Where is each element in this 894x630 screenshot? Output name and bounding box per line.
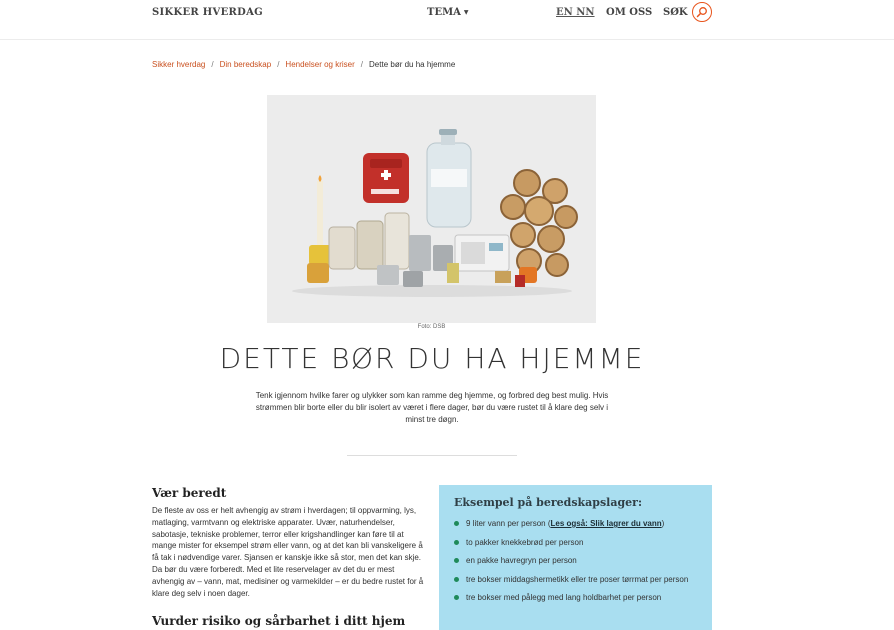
section-divider (347, 455, 517, 456)
tema-menu[interactable] (427, 7, 469, 18)
breadcrumb-link-sikker-hverdag[interactable]: Sikker hverdag (152, 60, 206, 69)
photo-credit: Foto: DSB (417, 324, 446, 330)
bullet-icon (454, 595, 459, 600)
list-item (454, 574, 704, 586)
language-switch[interactable]: EN NN (556, 7, 595, 18)
bullet-icon (454, 521, 459, 526)
breadcrumb (152, 60, 455, 69)
list-item-text: 9 liter vann per person ( (466, 519, 551, 528)
bullet-icon (454, 558, 459, 563)
site-logo[interactable]: SIKKER HVERDAG (152, 7, 264, 18)
bullet-icon (454, 577, 459, 582)
box-title: Eksempel på beredskapslager: (454, 496, 643, 509)
hero-image (267, 95, 596, 323)
breadcrumb-separator: / (211, 60, 214, 69)
emergency-supplies-illustration (267, 95, 596, 323)
list-item-text: tre bokser med pålegg med lang holdbarhet per person (466, 593, 662, 602)
tema-label: TEMA (427, 7, 461, 18)
list-item-text: en pakke havregryn per person (466, 556, 577, 565)
list-item (454, 555, 704, 567)
about-link[interactable]: OM OSS (606, 7, 653, 18)
breadcrumb-current: Dette bør du ha hjemme (369, 60, 456, 69)
list-item (454, 537, 704, 549)
bullet-icon (454, 540, 459, 545)
supplies-list (454, 518, 704, 604)
breadcrumb-link-din-beredskap[interactable]: Din beredskap (219, 60, 272, 69)
list-item (454, 518, 704, 530)
lead-paragraph: Tenk igjennom hvilke farer og ulykker som kan ramme deg hjemme, og forbred deg best mulig. Hvis strømmen blir borte eller du blir isolert av været i flere dager, bør du være rustet til å klare deg selv i minst tre døgn. (255, 391, 609, 424)
list-item-text: tre bokser middagshermetikk eller tre poser tørrmat per person (466, 574, 689, 584)
body-paragraph: De fleste av oss er helt avhengig av strøm i hverdagen; til oppvarming, lys, matlaging, varmtvann og elektriske apparater. Uvær, naturhendelser, sabotasje, tekniske problemer, terror eller krigshandlinger kan føre til at mange mister for eksempel strøm eller vann, og at det kan bli vanskeligere å få tak i nødvendige varer. Sjansen er kanskje ikke så stor, men det kan skje. Da bør du være forberedt. Med et lite reservelager av det du er mest avhengig av – vann, mat, medisiner og varmekilder – er du bedre rustet for å klare deg selv i noen dager. (152, 506, 424, 598)
supplies-example-box (439, 485, 712, 630)
water-storage-link[interactable]: Les også: Slik lagrer du vann (550, 519, 662, 528)
breadcrumb-separator: / (360, 60, 364, 69)
page-title: DETTE BØR DU HA HJEMME (219, 342, 645, 375)
site-header (0, 0, 894, 40)
section-heading-vaer-beredt: Vær beredt (152, 486, 227, 500)
chevron-down-icon: ▼ (463, 9, 469, 16)
list-item-text: ) (661, 519, 665, 528)
search-icon (696, 6, 708, 18)
list-item (454, 592, 704, 604)
section-heading-vurder-risiko: Vurder risiko og sårbarhet i ditt hjem (152, 614, 406, 628)
list-item-text: to pakker knekkebrød per person (466, 537, 584, 547)
search-button[interactable] (692, 2, 712, 22)
breadcrumb-separator: / (277, 60, 280, 69)
breadcrumb-link-hendelser-og-kriser[interactable]: Hendelser og kriser (285, 60, 355, 69)
search-link[interactable]: SØK (663, 7, 688, 18)
